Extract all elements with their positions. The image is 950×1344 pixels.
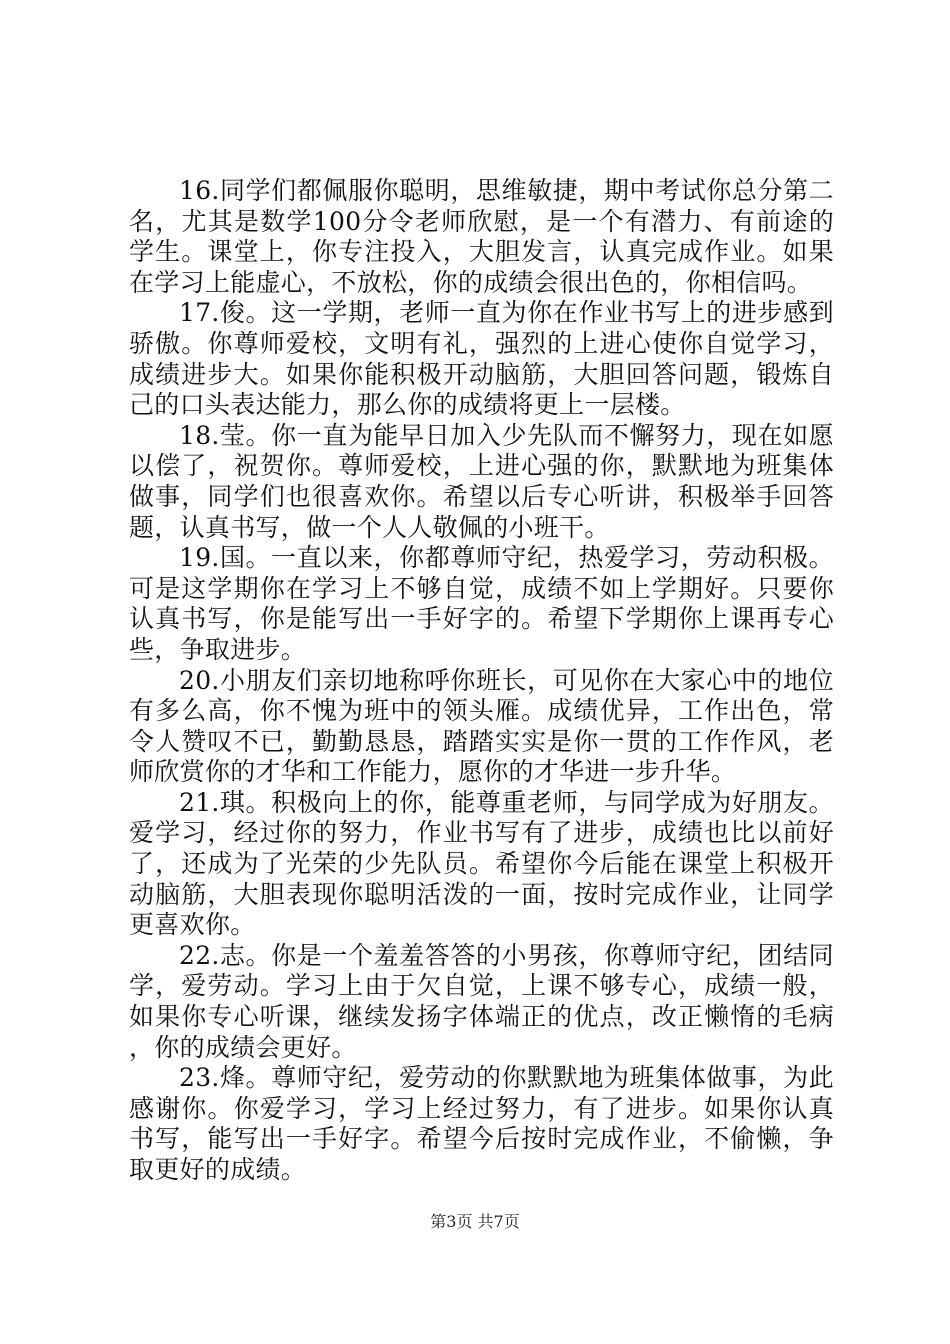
- paragraph-17: 17.俊。这一学期，老师一直为你在作业书写上的进步感到骄傲。你尊师爱校，文明有礼，强烈的上进心使你自觉学习，成绩进步大。如果你能积极开动脑筋，大胆回答问题，锻炼自己的口头表达能力，那么你的成绩将更上一层楼。: [129, 298, 834, 420]
- paragraph-21: 21.琪。积极向上的你，能尊重老师，与同学成为好朋友。爱学习，经过你的努力，作业书写有了进步，成绩也比以前好了，还成为了光荣的少先队员。希望你今后能在课堂上积极开动脑筋，大胆表现你聪明活泼的一面，按时完成作业，让同学更喜欢你。: [129, 787, 834, 940]
- paragraph-19: 19.国。一直以来，你都尊师守纪，热爱学习，劳动积极。可是这学期你在学习上不够自觉，成绩不如上学期好。只要你认真书写，你是能写出一手好字的。希望下学期你上课再专心些，争取进步。: [129, 543, 834, 664]
- paragraph-20: 20.小朋友们亲切地称呼你班长，可见你在大家心中的地位有多么高，你不愧为班中的领头雁。成绩优异，工作出色，常令人赞叹不已，勤勤恳恳，踏踏实实是你一贯的工作作风，老师欣赏你的才华和工作能力，愿你的才华进一步升华。: [129, 665, 834, 787]
- paragraph-23: 23.烽。尊师守纪，爱劳动的你默默地为班集体做事，为此感谢你。你爱学习，学习上经过努力，有了进步。如果你认真书写，能写出一手好字。希望今后按时完成作业，不偷懒，争取更好的成绩。: [129, 1063, 834, 1184]
- paragraph-22: 22.志。你是一个羞羞答答的小男孩，你尊师守纪，团结同学，爱劳动。学习上由于欠自觉，上课不够专心，成绩一般，如果你专心听课，继续发扬字体端正的优点，改正懒惰的毛病，你的成绩会更好。: [129, 940, 834, 1062]
- paragraph-16: 16.同学们都佩服你聪明，思维敏捷，期中考试你总分第二名，尤其是数学100分令老师欣慰，是一个有潜力、有前途的学生。课堂上，你专注投入，大胆发言，认真完成作业。如果在学习上能虚心，不放松，你的成绩会很出色的，你相信吗。: [129, 176, 834, 297]
- page-number-footer: 第3页 共7页: [430, 1212, 520, 1231]
- document-body: [129, 176, 834, 1186]
- paragraph-18: 18.莹。你一直为能早日加入少先队而不懈努力，现在如愿以偿了，祝贺你。尊师爱校，上进心强的你，默默地为班集体做事，同学们也很喜欢你。希望以后专心听讲，积极举手回答题，认真书写，做一个人人敬佩的小班干。: [129, 420, 834, 542]
